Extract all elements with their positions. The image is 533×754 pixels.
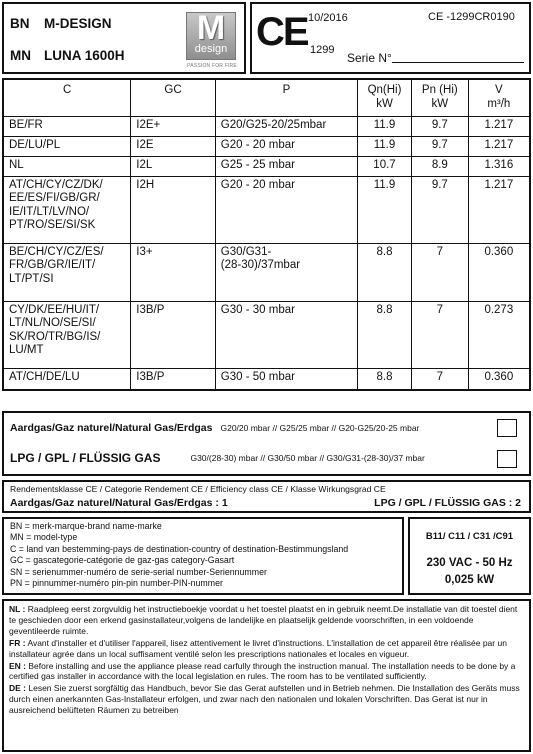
bn-key: BN	[10, 16, 30, 31]
gas-category-cell: I2E+	[131, 116, 216, 136]
efficiency-lpg: LPG / GPL / FLÜSSIG GAS : 2	[374, 497, 521, 509]
legend-item: SN = serienummer-numéro de serie-serial number-Seriennummer	[10, 566, 267, 577]
gas-category-cell: I2H	[131, 176, 216, 243]
installation-notes-box	[2, 599, 531, 752]
serial-number-line	[392, 62, 524, 63]
table-row	[3, 176, 530, 243]
logo-letter: M	[196, 9, 226, 47]
voltage: 230 VAC - 50 Hz	[426, 557, 513, 569]
volume-cell: 1.217	[468, 176, 530, 243]
mn-value: LUNA 1600H	[44, 48, 125, 63]
pn-cell: 9.7	[411, 176, 468, 243]
country-cell: AT/CH/CY/CZ/DK/ EE/ES/FI/GB/GR/ IE/IT/LT/LV/NO/ PT/RO/SE/SI/SK	[3, 176, 131, 243]
note-text: Before installing and use the appliance please read carfully through the instruction manual. The installation needs to be done by a certified gas installer in accordance with the local legislation en rules. The room has to be ventilated sufficiently.	[9, 660, 516, 682]
efficiency-class-box	[2, 480, 531, 513]
note-language: NL :	[9, 604, 26, 614]
note-paragraph	[9, 638, 524, 660]
legend-list	[10, 521, 396, 589]
volume-cell: 1.217	[468, 116, 530, 136]
notified-body-number: 1299	[310, 44, 335, 56]
country-cell: DE/LU/PL	[3, 136, 131, 156]
gas-category-cell: I2L	[131, 156, 216, 176]
pressure-cell: G20 - 20 mbar	[215, 136, 357, 156]
notes-list	[9, 604, 524, 716]
legend-box	[2, 517, 404, 595]
legend-item: BN = merk-marque-brand name-marke	[10, 521, 162, 531]
logo-tagline: PASSION FOR FIRE	[187, 63, 237, 69]
col-header-country: C	[3, 79, 131, 116]
gas-category-table	[2, 78, 531, 391]
col-header-gas-category: GC	[131, 79, 216, 116]
qn-cell: 8.8	[358, 368, 412, 390]
flue-types: B11/ C11 / C31 /C91	[425, 531, 514, 542]
qn-cell: 8.8	[358, 301, 412, 368]
country-cell: CY/DK/EE/HU/IT/ LT/NL/NO/SE/SI/ SK/RO/TR/BG/IS/ LU/MT	[3, 301, 131, 368]
col-header-volume: V m³/h	[468, 79, 530, 116]
qn-cell: 8.8	[358, 243, 412, 301]
efficiency-heading: Rendementsklasse CE / Categorie Rendement CE / Efficiency class CE / Klasse Wirkungsgrad CE	[10, 484, 386, 494]
col-header-pn: Pn (Hi) kW	[411, 79, 468, 116]
natural-gas-checkbox[interactable]	[497, 419, 517, 437]
table-row	[3, 243, 530, 301]
pn-cell: 8.9	[411, 156, 468, 176]
legend-item: GC = gascategorie-catégorie de gaz-gas category-Gasart	[10, 555, 235, 566]
lpg-pressures: G30/(28-30) mbar // G30/50 mbar // G30/G31-(28-30)/37 mbar	[190, 453, 425, 463]
country-cell: NL	[3, 156, 131, 176]
pressure-cell: G30 - 30 mbar	[215, 301, 357, 368]
note-text: Raadpleeg eerst zorgvuldig het instructieboekje voordat u het toestel plaatst en in gebruik neemt.De installatie van dit toestel dient te geschieden door een erkend gasinstallateur,volgens de landelijke en plaatselijk geldende voorschriften, in een voldoende geventileerde ruimte.	[9, 604, 518, 636]
note-paragraph	[9, 661, 524, 683]
gas-category-cell: I2E	[131, 136, 216, 156]
note-text: Lesen Sie zuerst sorgfältig das Handbuch, bevor Sie das Gerat aufstellen und in Betrieb nehmen. Die Installation des Geräts muss durch einen anerkannten Gas-Installateur erfolgen, und zwar nach den nationalen und lokalen Vorschriften. Das Gerat ist nur in ausreichend belüfteten Räumen zu betreiben	[9, 683, 520, 716]
lpg-checkbox[interactable]	[497, 450, 517, 468]
bn-value: M-DESIGN	[44, 16, 112, 31]
legend-item: C = land van bestemming-pays de destination-country of destination-Bestimmungsland	[10, 543, 349, 554]
brand-box	[2, 2, 246, 74]
logo-word: design	[194, 43, 228, 55]
serie-label: Serie N°	[347, 51, 392, 65]
col-header-qn: Qn(Hi) kW	[358, 79, 412, 116]
table-row	[3, 136, 530, 156]
electrical-spec-box	[408, 517, 531, 595]
gas-category-cell: I3+	[131, 243, 216, 301]
legend-item: PN = pinnummer-numéro pin-pin number-PIN-nummer	[10, 578, 223, 589]
note-paragraph	[9, 683, 524, 716]
pn-cell: 7	[411, 243, 468, 301]
qn-cell: 10.7	[358, 156, 412, 176]
note-text: Avant d'installer et d'utiliser l'appareil, lisez attentivement le livret d'instructions. L'installation de cet appareil être réalisée par un installateur agrée dans un local suffisament ventilé selon les prescriptions nationales et locales en vigueur.	[9, 637, 507, 659]
volume-cell: 1.217	[468, 136, 530, 156]
table-row	[3, 116, 530, 136]
qn-cell: 11.9	[358, 176, 412, 243]
col-header-pressure: P	[215, 79, 357, 116]
pressure-cell: G30 - 50 mbar	[215, 368, 357, 390]
volume-cell: 1.316	[468, 156, 530, 176]
lpg-row	[10, 451, 425, 465]
mn-key: MN	[10, 48, 31, 63]
note-paragraph	[9, 604, 524, 637]
qn-cell: 11.9	[358, 136, 412, 156]
ce-number: CE -1299CR0190	[428, 11, 515, 23]
ce-date: 10/2016	[308, 12, 348, 24]
note-language: EN :	[9, 660, 26, 671]
country-cell: BE/FR	[3, 116, 131, 136]
m-design-logo	[184, 8, 242, 70]
efficiency-natural: Aardgas/Gaz naturel/Natural Gas/Erdgas : 1	[10, 497, 228, 509]
lpg-title: LPG / GPL / FLÜSSIG GAS	[10, 451, 161, 465]
gas-category-cell: I3B/P	[131, 368, 216, 390]
table-row	[3, 368, 530, 390]
brand-name-line	[10, 16, 112, 31]
country-cell: BE/CH/CY/CZ/ES/ FR/GB/GR/IE/IT/ LT/PT/SI	[3, 243, 131, 301]
table-row	[3, 301, 530, 368]
natural-gas-title: Aardgas/Gaz naturel/Natural Gas/Erdgas	[10, 422, 213, 434]
natural-gas-pressures: G20/20 mbar // G25/25 mbar // G20-G25/20-25 mbar	[220, 423, 420, 433]
gas-category-cell: I3B/P	[131, 301, 216, 368]
table-header-row	[3, 79, 530, 116]
power: 0,025 kW	[444, 574, 495, 586]
qn-cell: 11.9	[358, 116, 412, 136]
pressure-cell: G25 - 25 mbar	[215, 156, 357, 176]
table-row	[3, 156, 530, 176]
pressure-cell: G30/G31- (28-30)/37mbar	[215, 243, 357, 301]
pressure-cell: G20/G25-20/25mbar	[215, 116, 357, 136]
logo-tile	[186, 9, 236, 60]
gas-type-box	[2, 411, 531, 476]
pn-cell: 7	[411, 301, 468, 368]
ce-mark-icon: CE	[256, 10, 308, 54]
note-language: DE :	[9, 683, 26, 694]
volume-cell: 0.360	[468, 243, 530, 301]
pn-cell: 9.7	[411, 136, 468, 156]
note-language: FR :	[9, 637, 26, 648]
pressure-cell: G20 - 20 mbar	[215, 176, 357, 243]
pn-cell: 7	[411, 368, 468, 390]
pn-cell: 9.7	[411, 116, 468, 136]
model-line	[10, 48, 125, 63]
volume-cell: 0.273	[468, 301, 530, 368]
certification-box	[250, 2, 531, 74]
country-cell: AT/CH/DE/LU	[3, 368, 131, 390]
legend-item: MN = model-type	[10, 532, 78, 543]
natural-gas-row	[10, 422, 419, 434]
volume-cell: 0.360	[468, 368, 530, 390]
